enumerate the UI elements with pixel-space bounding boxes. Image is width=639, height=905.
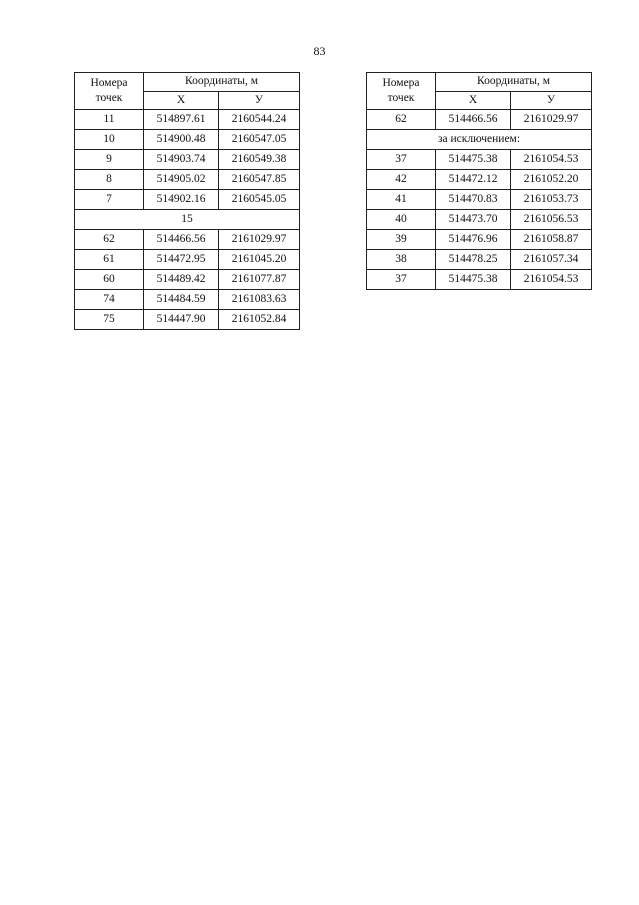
table-row xyxy=(75,230,300,250)
x-coordinate-cell: 514475.38 xyxy=(436,270,511,290)
header-coordinates: Координаты, м xyxy=(436,73,592,92)
point-number-cell: 37 xyxy=(367,270,436,290)
point-number-cell: 9 xyxy=(75,150,144,170)
y-coordinate-cell: 2160544.24 xyxy=(219,110,300,130)
header-points xyxy=(75,73,144,110)
x-coordinate-cell: 514903.74 xyxy=(144,150,219,170)
x-coordinate-cell: 514478.25 xyxy=(436,250,511,270)
table-row xyxy=(367,270,592,290)
point-number-cell: 38 xyxy=(367,250,436,270)
x-coordinate-cell: 514470.83 xyxy=(436,190,511,210)
point-number-cell: 40 xyxy=(367,210,436,230)
point-number-cell: 60 xyxy=(75,270,144,290)
coordinates-table-right xyxy=(366,72,592,290)
header-y: У xyxy=(511,91,592,110)
point-number-cell: 75 xyxy=(75,310,144,330)
section-row xyxy=(367,130,592,150)
point-number-cell: 37 xyxy=(367,150,436,170)
section-label: 15 xyxy=(75,210,300,230)
x-coordinate-cell: 514447.90 xyxy=(144,310,219,330)
header-points-label: Номера точек xyxy=(382,77,420,104)
table-row xyxy=(75,170,300,190)
table-row xyxy=(75,150,300,170)
x-coordinate-cell: 514475.38 xyxy=(436,150,511,170)
x-coordinate-cell: 514466.56 xyxy=(144,230,219,250)
header-x: Х xyxy=(436,91,511,110)
table-row xyxy=(367,250,592,270)
table-row xyxy=(75,290,300,310)
point-number-cell: 10 xyxy=(75,130,144,150)
table-row xyxy=(75,270,300,290)
x-coordinate-cell: 514472.95 xyxy=(144,250,219,270)
table-row xyxy=(367,110,592,130)
y-coordinate-cell: 2160547.85 xyxy=(219,170,300,190)
y-coordinate-cell: 2161029.97 xyxy=(511,110,592,130)
x-coordinate-cell: 514905.02 xyxy=(144,170,219,190)
point-number-cell: 7 xyxy=(75,190,144,210)
x-coordinate-cell: 514484.59 xyxy=(144,290,219,310)
x-coordinate-cell: 514900.48 xyxy=(144,130,219,150)
table-body xyxy=(367,110,592,290)
y-coordinate-cell: 2161054.53 xyxy=(511,150,592,170)
header-x: Х xyxy=(144,91,219,110)
y-coordinate-cell: 2161083.63 xyxy=(219,290,300,310)
table-row xyxy=(367,150,592,170)
y-coordinate-cell: 2161054.53 xyxy=(511,270,592,290)
section-row xyxy=(75,210,300,230)
x-coordinate-cell: 514473.70 xyxy=(436,210,511,230)
y-coordinate-cell: 2160545.05 xyxy=(219,190,300,210)
point-number-cell: 62 xyxy=(367,110,436,130)
x-coordinate-cell: 514489.42 xyxy=(144,270,219,290)
point-number-cell: 8 xyxy=(75,170,144,190)
header-y: У xyxy=(219,91,300,110)
y-coordinate-cell: 2161052.84 xyxy=(219,310,300,330)
y-coordinate-cell: 2161077.87 xyxy=(219,270,300,290)
y-coordinate-cell: 2161029.97 xyxy=(219,230,300,250)
x-coordinate-cell: 514472.12 xyxy=(436,170,511,190)
y-coordinate-cell: 2161052.20 xyxy=(511,170,592,190)
y-coordinate-cell: 2161045.20 xyxy=(219,250,300,270)
table-row xyxy=(75,250,300,270)
y-coordinate-cell: 2161056.53 xyxy=(511,210,592,230)
table-row xyxy=(75,310,300,330)
header-coordinates: Координаты, м xyxy=(144,73,300,92)
x-coordinate-cell: 514897.61 xyxy=(144,110,219,130)
header-points xyxy=(367,73,436,110)
y-coordinate-cell: 2161057.34 xyxy=(511,250,592,270)
page-number: 83 xyxy=(313,44,326,58)
table-row xyxy=(367,190,592,210)
y-coordinate-cell: 2160547.05 xyxy=(219,130,300,150)
point-number-cell: 74 xyxy=(75,290,144,310)
x-coordinate-cell: 514476.96 xyxy=(436,230,511,250)
table-row xyxy=(367,230,592,250)
y-coordinate-cell: 2161053.73 xyxy=(511,190,592,210)
point-number-cell: 61 xyxy=(75,250,144,270)
table-row xyxy=(75,130,300,150)
table-body xyxy=(75,110,300,330)
point-number-cell: 42 xyxy=(367,170,436,190)
table-row xyxy=(367,210,592,230)
y-coordinate-cell: 2160549.38 xyxy=(219,150,300,170)
section-label: за исключением: xyxy=(367,130,592,150)
table-row xyxy=(75,190,300,210)
x-coordinate-cell: 514466.56 xyxy=(436,110,511,130)
coordinates-table-left xyxy=(74,72,300,330)
point-number-cell: 41 xyxy=(367,190,436,210)
point-number-cell: 39 xyxy=(367,230,436,250)
table-row xyxy=(367,170,592,190)
point-number-cell: 62 xyxy=(75,230,144,250)
x-coordinate-cell: 514902.16 xyxy=(144,190,219,210)
header-points-label: Номера точек xyxy=(90,77,128,104)
table-row xyxy=(75,110,300,130)
point-number-cell: 11 xyxy=(75,110,144,130)
y-coordinate-cell: 2161058.87 xyxy=(511,230,592,250)
